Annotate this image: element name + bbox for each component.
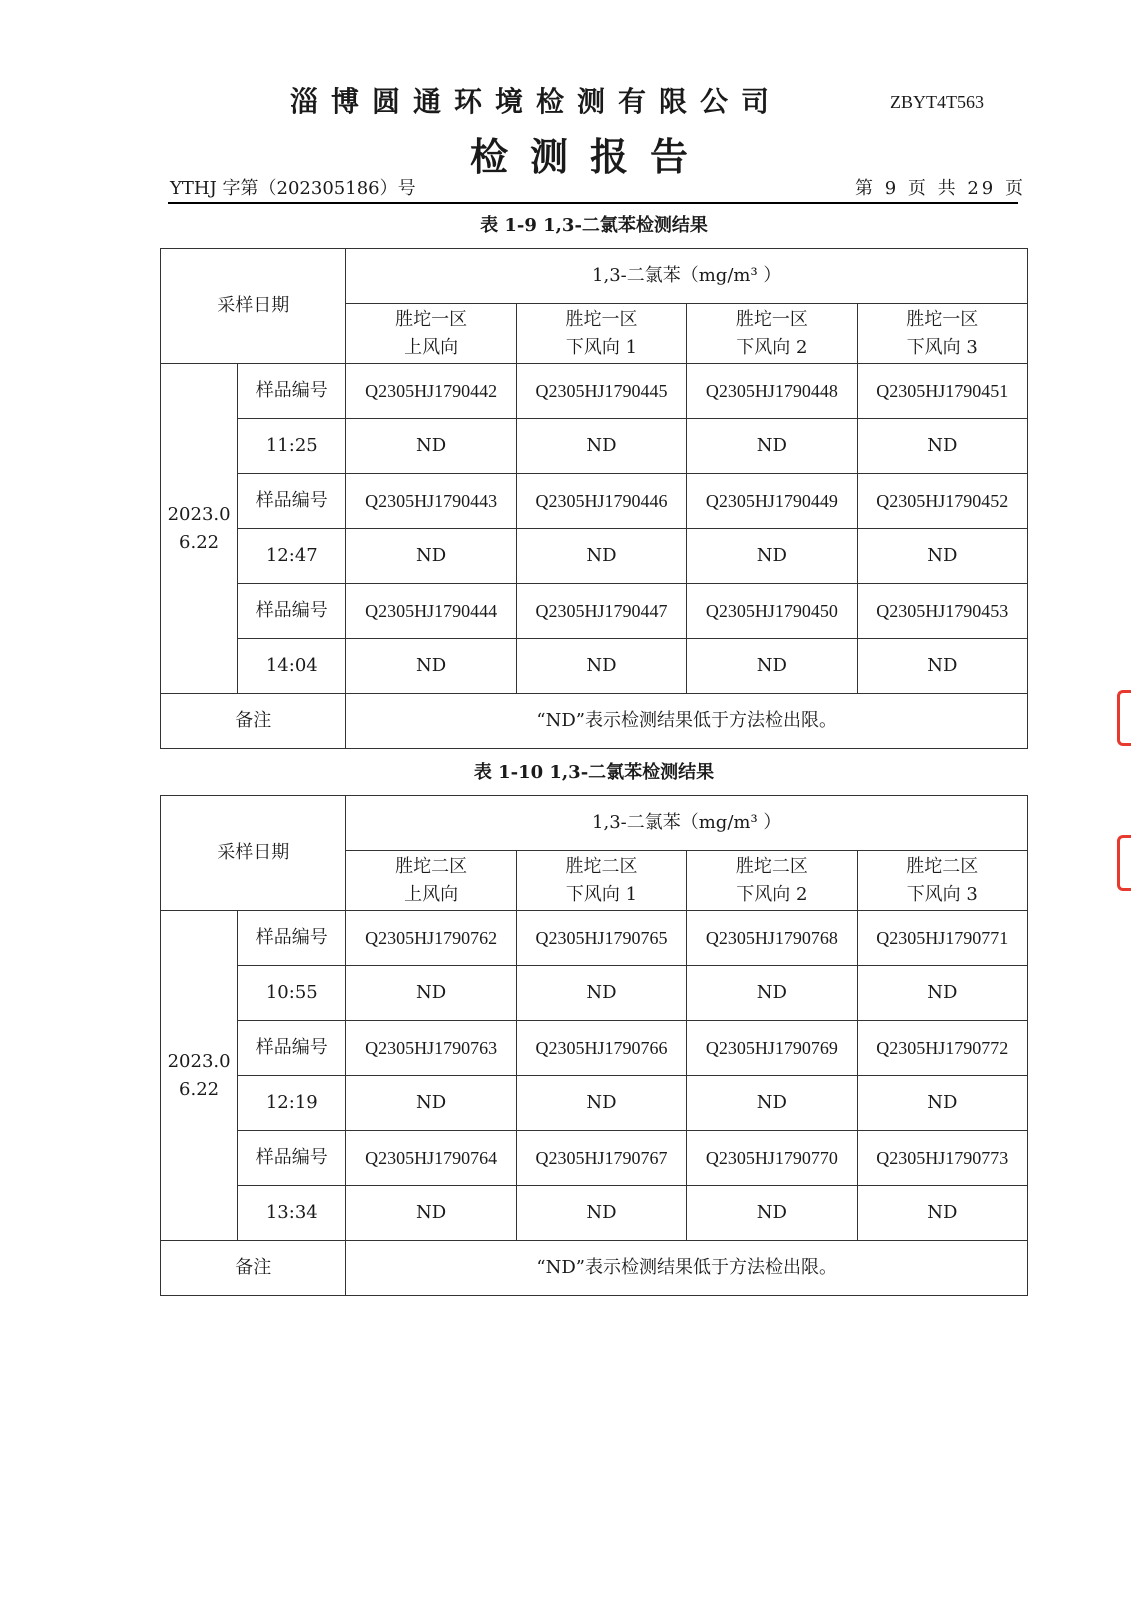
sample-id-label: 样品编号: [238, 364, 346, 419]
date-header: 采样日期: [161, 796, 346, 911]
result-value: ND: [516, 966, 686, 1021]
sample-id: Q2305HJ1790767: [516, 1131, 686, 1186]
sample-id-label: 样品编号: [238, 911, 346, 966]
sample-id: Q2305HJ1790764: [346, 1131, 516, 1186]
sampling-date: [161, 364, 238, 694]
sample-id: Q2305HJ1790446: [516, 474, 686, 529]
result-value: ND: [516, 639, 686, 694]
sample-id: Q2305HJ1790765: [516, 911, 686, 966]
sample-id: Q2305HJ1790763: [346, 1021, 516, 1076]
table-caption: 表 1-10 1,3-二氯苯检测结果: [473, 762, 715, 783]
site-name: 胜坨二区: [906, 855, 979, 877]
site-header: [346, 304, 516, 364]
site-position: 下风向 3: [906, 883, 978, 905]
site-header: [516, 851, 686, 911]
note-text: “ND”表示检测结果低于方法检出限。: [346, 694, 1028, 749]
sample-id: Q2305HJ1790769: [687, 1021, 857, 1076]
note-label: 备注: [161, 694, 346, 749]
site-name: 胜坨一区: [906, 308, 979, 330]
sampling-time: 12:47: [238, 529, 346, 584]
sample-id: Q2305HJ1790772: [857, 1021, 1027, 1076]
parameter-header: 1,3-二氯苯（mg/m³ ）: [346, 249, 1028, 304]
date-part: 2023.0: [167, 1050, 231, 1072]
sample-id: Q2305HJ1790453: [857, 584, 1027, 639]
site-name: 胜坨一区: [395, 308, 468, 330]
site-position: 下风向 2: [736, 883, 808, 905]
site-header: [687, 304, 857, 364]
results-table: [160, 248, 1028, 749]
sample-id: Q2305HJ1790442: [346, 364, 516, 419]
sample-id: Q2305HJ1790768: [687, 911, 857, 966]
site-position: 下风向 3: [906, 336, 978, 358]
result-value: ND: [516, 1186, 686, 1241]
site-position: 下风向 1: [565, 883, 638, 905]
note-text: “ND”表示检测结果低于方法检出限。: [346, 1241, 1028, 1296]
sample-id: Q2305HJ1790450: [687, 584, 857, 639]
sample-id: Q2305HJ1790449: [687, 474, 857, 529]
site-position: 上风向: [404, 883, 459, 905]
result-value: ND: [857, 419, 1027, 474]
result-value: ND: [687, 529, 857, 584]
result-value: ND: [516, 1076, 686, 1131]
result-value: ND: [687, 419, 857, 474]
sample-id-label: 样品编号: [238, 1131, 346, 1186]
result-value: ND: [346, 639, 516, 694]
date-part: 6.22: [179, 531, 220, 553]
result-value: ND: [857, 639, 1027, 694]
note-label: 备注: [161, 1241, 346, 1296]
sample-id: Q2305HJ1790444: [346, 584, 516, 639]
sample-id: Q2305HJ1790448: [687, 364, 857, 419]
result-value: ND: [687, 1076, 857, 1131]
result-value: ND: [346, 1186, 516, 1241]
site-name: 胜坨二区: [565, 855, 638, 877]
site-name: 胜坨二区: [735, 855, 808, 877]
sampling-date: [161, 911, 238, 1241]
sample-id-label: 样品编号: [238, 584, 346, 639]
result-value: ND: [516, 529, 686, 584]
sample-id: Q2305HJ1790447: [516, 584, 686, 639]
site-name: 胜坨一区: [735, 308, 808, 330]
sample-id: Q2305HJ1790443: [346, 474, 516, 529]
report-reference: YTHJ 字第（202305186）号: [170, 178, 416, 199]
sampling-time: 13:34: [238, 1186, 346, 1241]
site-position: 上风向: [404, 336, 459, 358]
parameter-header: 1,3-二氯苯（mg/m³ ）: [346, 796, 1028, 851]
sampling-time: 11:25: [238, 419, 346, 474]
header-divider: [168, 202, 1018, 204]
site-name: 胜坨二区: [395, 855, 468, 877]
result-value: ND: [687, 966, 857, 1021]
result-value: ND: [687, 1186, 857, 1241]
sample-id-label: 样品编号: [238, 1021, 346, 1076]
site-header: [687, 851, 857, 911]
result-value: ND: [857, 1076, 1027, 1131]
date-part: 6.22: [179, 1078, 220, 1100]
sample-id-label: 样品编号: [238, 474, 346, 529]
date-part: 2023.0: [167, 503, 231, 525]
site-header: [516, 304, 686, 364]
site-position: 下风向 1: [565, 336, 638, 358]
document-code: ZBYT4T563: [890, 92, 984, 112]
sample-id: Q2305HJ1790452: [857, 474, 1027, 529]
company-name: 淄博圆通环境检测有限公司: [290, 85, 783, 118]
site-header: [857, 304, 1027, 364]
sample-id: Q2305HJ1790770: [687, 1131, 857, 1186]
sample-id: Q2305HJ1790771: [857, 911, 1027, 966]
sampling-time: 12:19: [238, 1076, 346, 1131]
result-value: ND: [346, 966, 516, 1021]
sample-id: Q2305HJ1790451: [857, 364, 1027, 419]
result-value: ND: [857, 1186, 1027, 1241]
site-position: 下风向 2: [736, 336, 808, 358]
sample-id: Q2305HJ1790766: [516, 1021, 686, 1076]
result-value: ND: [857, 529, 1027, 584]
table-caption: 表 1-9 1,3-二氯苯检测结果: [480, 215, 708, 236]
report-title: 检测报告: [470, 134, 711, 179]
sampling-time: 14:04: [238, 639, 346, 694]
site-name: 胜坨一区: [565, 308, 638, 330]
result-value: ND: [687, 639, 857, 694]
results-table: [160, 795, 1028, 1296]
result-value: ND: [346, 1076, 516, 1131]
result-value: ND: [516, 419, 686, 474]
site-header: [857, 851, 1027, 911]
sample-id: Q2305HJ1790773: [857, 1131, 1027, 1186]
result-value: ND: [346, 529, 516, 584]
sample-id: Q2305HJ1790762: [346, 911, 516, 966]
seal-stamp-edge-bottom: [1117, 835, 1131, 891]
date-header: 采样日期: [161, 249, 346, 364]
site-header: [346, 851, 516, 911]
page-number: 第 9 页 共 29 页: [855, 178, 1026, 199]
sample-id: Q2305HJ1790445: [516, 364, 686, 419]
sampling-time: 10:55: [238, 966, 346, 1021]
result-value: ND: [346, 419, 516, 474]
result-value: ND: [857, 966, 1027, 1021]
seal-stamp-edge-top: [1117, 690, 1131, 746]
